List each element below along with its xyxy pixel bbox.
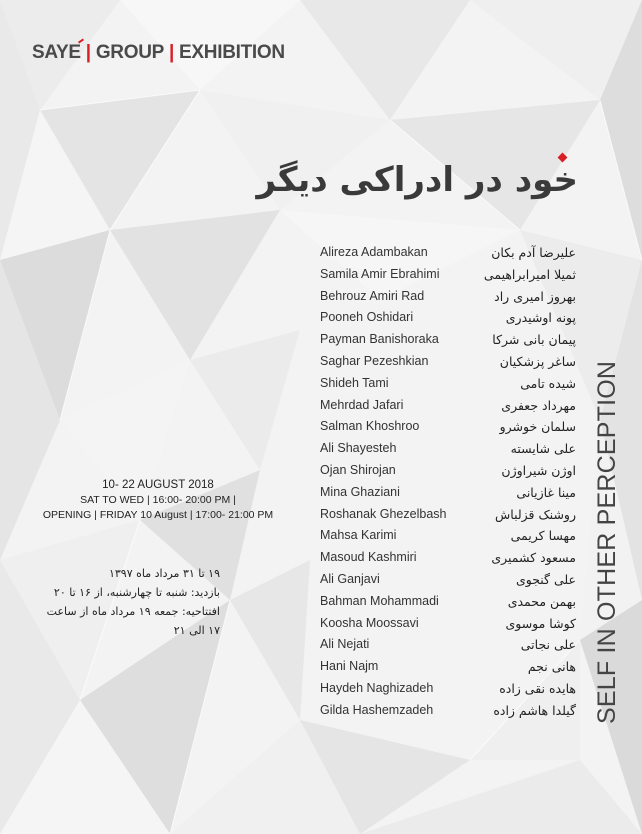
artist-name-fa: شیده تامی	[520, 375, 576, 391]
header-group: GROUP	[95, 42, 165, 63]
artist-row	[320, 245, 580, 267]
artist-name-fa: بهروز امیری راد	[494, 288, 576, 304]
artist-name-fa: پونه اوشیدری	[505, 310, 576, 326]
artist-name-fa: مسعود کشمیری	[491, 550, 576, 566]
artist-name-fa: کوشا موسوی	[505, 615, 576, 631]
persian-title: خود در ادراکی دیگر	[256, 160, 578, 200]
artist-name-en: Mahsa Karimi	[320, 528, 397, 543]
artist-name-en: Payman Banishoraka	[320, 332, 439, 347]
artist-name-fa: علیرضا آدم بکان	[491, 245, 576, 260]
artist-name-en: Shideh Tami	[320, 375, 389, 390]
artist-name-fa: سلمان خوشرو	[499, 419, 576, 435]
artist-name-en: Pooneh Oshidari	[320, 310, 414, 325]
artist-name-en: Hani Najm	[320, 659, 379, 674]
artist-name-en: Masoud Kashmiri	[320, 550, 417, 565]
artist-row	[320, 267, 580, 289]
artist-row	[320, 332, 580, 354]
opening-info: OPENING | FRIDAY 10 August | 17:00- 21:00 PM	[42, 509, 274, 521]
artist-name-en: Behrouz Amiri Rad	[320, 288, 425, 303]
artist-name-fa: هانی نجم	[527, 659, 576, 675]
exhibition-header	[32, 42, 285, 64]
artist-name-en: Saghar Pezeshkian	[320, 353, 429, 368]
artist-name-fa: روشنک قزلباش	[495, 506, 576, 522]
artist-name-en: Koosha Moossavi	[320, 615, 419, 630]
artist-row	[320, 507, 580, 529]
artist-name-fa: علی شایسته	[510, 441, 576, 457]
visiting-hours-fa: بازدید: شنبه تا چهارشنبه، از ۱۶ تا ۲۰	[53, 586, 220, 599]
artist-name-fa: علی گنجوی	[515, 571, 576, 587]
artist-name-fa: علی نجاتی	[520, 637, 576, 653]
artist-row	[320, 354, 580, 376]
persian-dates	[40, 564, 220, 640]
header-separator: |	[85, 42, 91, 63]
artist-name-fa: پیمان بانی شرکا	[492, 332, 576, 348]
artist-name-fa: هایده نقی زاده	[499, 680, 576, 696]
date-range-fa: ۱۹ تا ۳۱ مرداد ماه ۱۳۹۷	[108, 567, 220, 580]
artist-list	[320, 245, 580, 725]
artist-row	[320, 572, 580, 594]
artist-row	[320, 441, 580, 463]
header-separator: |	[169, 42, 175, 63]
artist-name-en: Ali Shayesteh	[320, 441, 397, 456]
artist-row	[320, 659, 580, 681]
artist-name-fa: مهرداد جعفری	[501, 397, 576, 413]
artist-row	[320, 637, 580, 659]
opening-info-fa: افتتاحیه: جمعه ۱۹ مرداد ماه از ساعت ۱۷ الی ۲۱	[46, 605, 220, 637]
artist-row	[320, 616, 580, 638]
artist-name-en: Ojan Shirojan	[320, 462, 396, 477]
artist-row	[320, 594, 580, 616]
artist-name-fa: مهسا کریمی	[510, 528, 576, 544]
vertical-title: SELF IN OTHER PERCEPTION	[593, 360, 621, 724]
artist-row	[320, 419, 580, 441]
artist-name-en: Samila Amir Ebrahimi	[320, 266, 440, 281]
artist-row	[320, 485, 580, 507]
artist-name-en: Bahman Mohammadi	[320, 593, 439, 608]
artist-row	[320, 681, 580, 703]
artist-row	[320, 463, 580, 485]
artist-name-en: Salman Khoshroo	[320, 419, 420, 434]
english-dates	[20, 478, 296, 523]
artist-row	[320, 398, 580, 420]
artist-name-fa: بهمن محمدی	[507, 593, 576, 609]
artist-name-en: Roshanak Ghezelbash	[320, 506, 447, 521]
artist-name-fa: ساغر پزشکیان	[499, 353, 576, 369]
artist-name-en: Mina Ghaziani	[320, 484, 400, 499]
brand-name: SAYE	[32, 42, 81, 63]
date-range: 10- 22 AUGUST 2018	[102, 479, 214, 491]
artist-name-fa: اوژن شیراوژن	[501, 462, 576, 478]
artist-row	[320, 376, 580, 398]
artist-name-en: Haydeh Naghizadeh	[320, 680, 434, 695]
visiting-hours: SAT TO WED | 16:00- 20:00 PM |	[80, 494, 236, 506]
header-exhibition: EXHIBITION	[179, 42, 285, 63]
artist-name-en: Alireza Adambakan	[320, 245, 428, 259]
artist-name-en: Gilda Hashemzadeh	[320, 702, 434, 717]
artist-row	[320, 289, 580, 311]
artist-name-fa: ثمیلا امیرابراهیمی	[483, 266, 576, 282]
artist-row	[320, 703, 580, 725]
artist-name-en: Ali Nejati	[320, 637, 370, 652]
artist-row	[320, 550, 580, 572]
artist-name-en: Ali Ganjavi	[320, 571, 380, 586]
artist-name-fa: گیلدا هاشم زاده	[493, 702, 576, 718]
artist-name-fa: مینا غازیانی	[516, 484, 576, 500]
artist-row	[320, 310, 580, 332]
artist-name-en: Mehrdad Jafari	[320, 397, 404, 412]
artist-row	[320, 528, 580, 550]
